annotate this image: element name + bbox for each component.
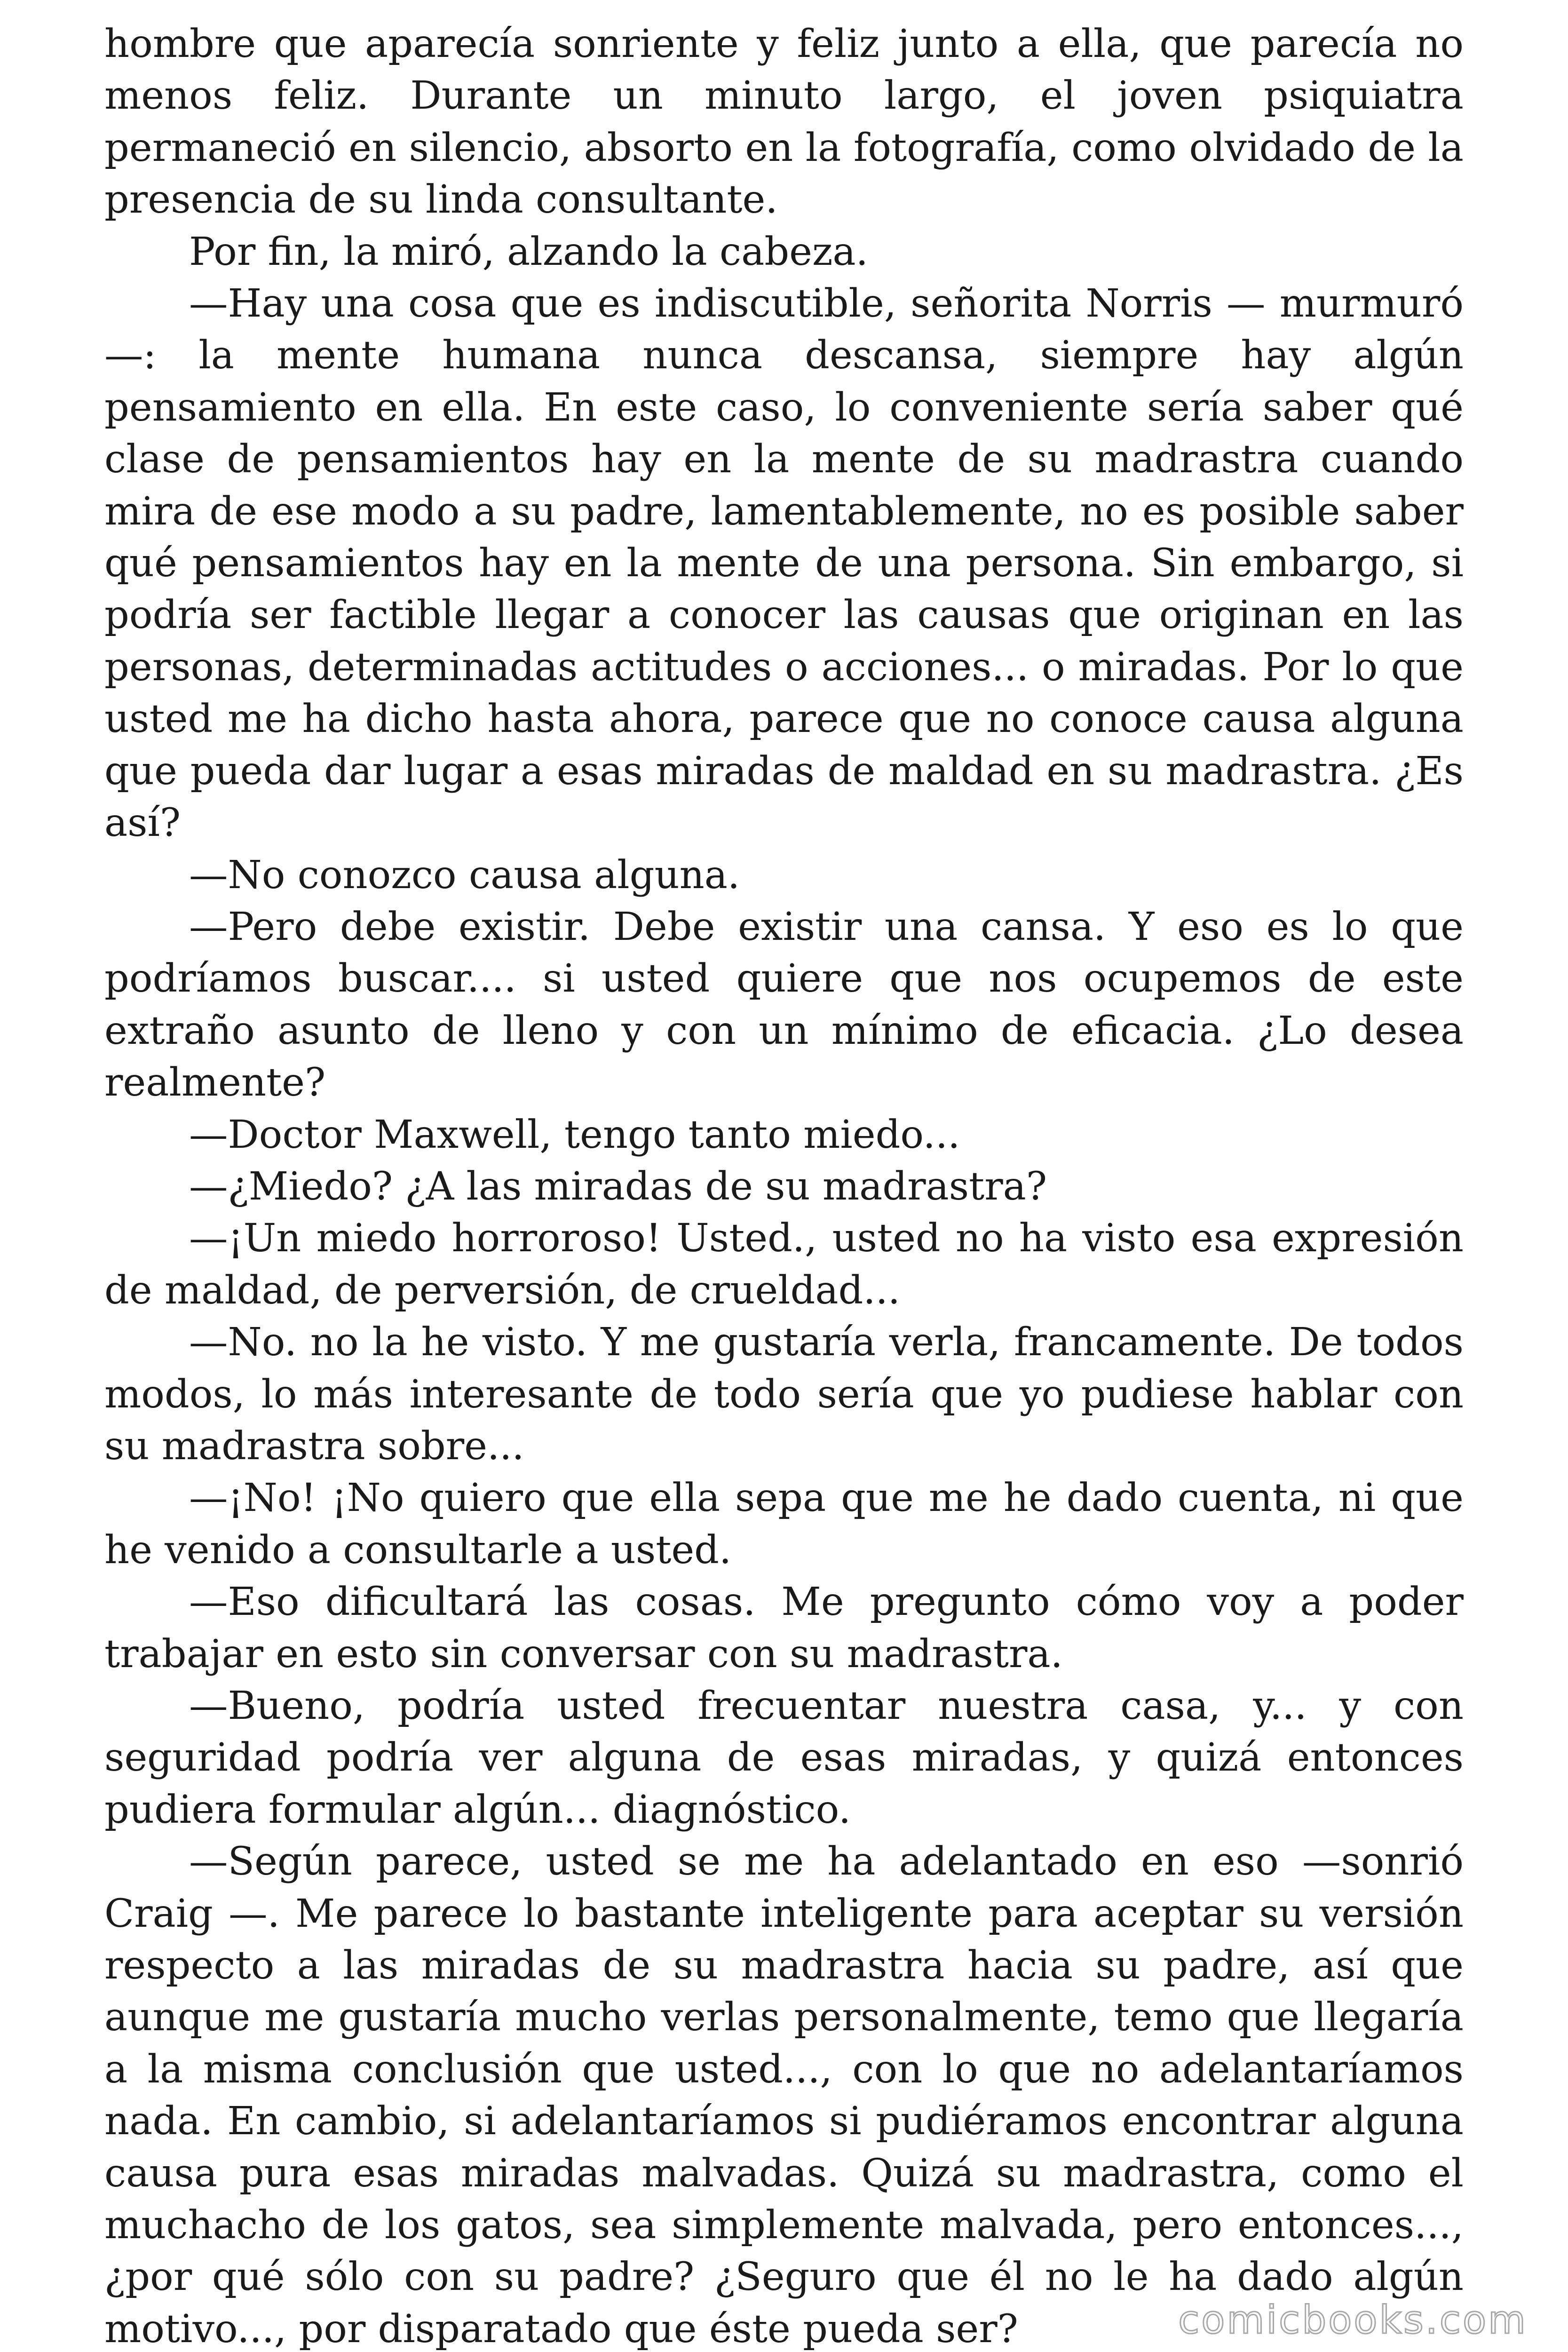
- dialogue-paragraph: —No. no la he visto. Y me gustaría verla, francamente. De todos modos, lo más interesante de todo sería que yo pudiese hablar con su madrastra sobre...: [104, 1319, 1464, 1469]
- paragraph: Por fin, la miró, alzando la cabeza.: [189, 229, 868, 274]
- book-page-text: [104, 18, 1464, 2352]
- dialogue-paragraph: —Bueno, podría usted frecuentar nuestra casa, y... y con seguridad podría ver alguna de esas miradas, y quizá entonces pudiera formular algún... diagnóstico.: [104, 1683, 1464, 1832]
- dialogue-paragraph: —No conozco causa alguna.: [189, 852, 740, 898]
- paragraph-continuation: hombre que aparecía sonriente y feliz junto a ella, que parecía no menos feliz. Durante un minuto largo, el joven psiquiatra permaneció en silencio, absorto en la fotografía, como olvidado de la presencia de su linda consultante.: [104, 21, 1464, 222]
- dialogue-paragraph: —¡No! ¡No quiero que ella sepa que me he dado cuenta, ni que he venido a consultarle a usted.: [104, 1475, 1464, 1573]
- dialogue-paragraph: —¡Un miedo horroroso! Usted., usted no ha visto esa expresión de maldad, de perversión, de crueldad...: [104, 1216, 1464, 1313]
- dialogue-paragraph: —Doctor Maxwell, tengo tanto miedo...: [189, 1112, 960, 1157]
- dialogue-paragraph: —Pero debe existir. Debe existir una cansa. Y eso es lo que podríamos buscar.... si usted quiere que nos ocupemos de este extraño asunto de lleno y con un mínimo de eficacia. ¿Lo desea realmente?: [104, 904, 1464, 1105]
- dialogue-paragraph: —Eso dificultará las cosas. Me pregunto cómo voy a poder trabajar en esto sin conversar con su madrastra.: [104, 1579, 1464, 1677]
- watermark: comicbooks.com: [1178, 2298, 1528, 2343]
- dialogue-paragraph: —¿Miedo? ¿A las miradas de su madrastra?: [189, 1163, 1047, 1209]
- dialogue-paragraph: —Hay una cosa que es indiscutible, señorita Norris — murmuró —: la mente humana nunca descansa, siempre hay algún pensamiento en ella. En este caso, lo conveniente sería saber qué clase de pensamientos hay en la mente de su madrastra cuando mira de ese modo a su padre, lamentablemente, no es posible saber qué pensamientos hay en la mente de una persona. Sin embargo, si podría ser factible llegar a conocer las causas que originan en las personas, determinadas actitudes o acciones... o miradas. Por lo que usted me ha dicho hasta ahora, parece que no conoce causa alguna que pueda dar lugar a esas miradas de maldad en su madrastra. ¿Es así?: [104, 281, 1464, 846]
- dialogue-paragraph: —Según parece, usted se me ha adelantado en eso —sonrió Craig —. Me parece lo bastante inteligente para aceptar su versión respecto a las miradas de su madrastra hacia su padre, así que aunque me gustaría mucho verlas personalmente, temo que llegaría a la misma conclusión que usted..., con lo que no adelantaríamos nada. En cambio, si adelantaríamos si pudiéramos encontrar alguna causa pura esas miradas malvadas. Quizá su madrastra, como el muchacho de los gatos, sea simplemente malvada, pero entonces..., ¿por qué sólo con su padre? ¿Seguro que él no le ha dado algún motivo..., por disparatado que éste pueda ser?: [104, 1839, 1464, 2352]
